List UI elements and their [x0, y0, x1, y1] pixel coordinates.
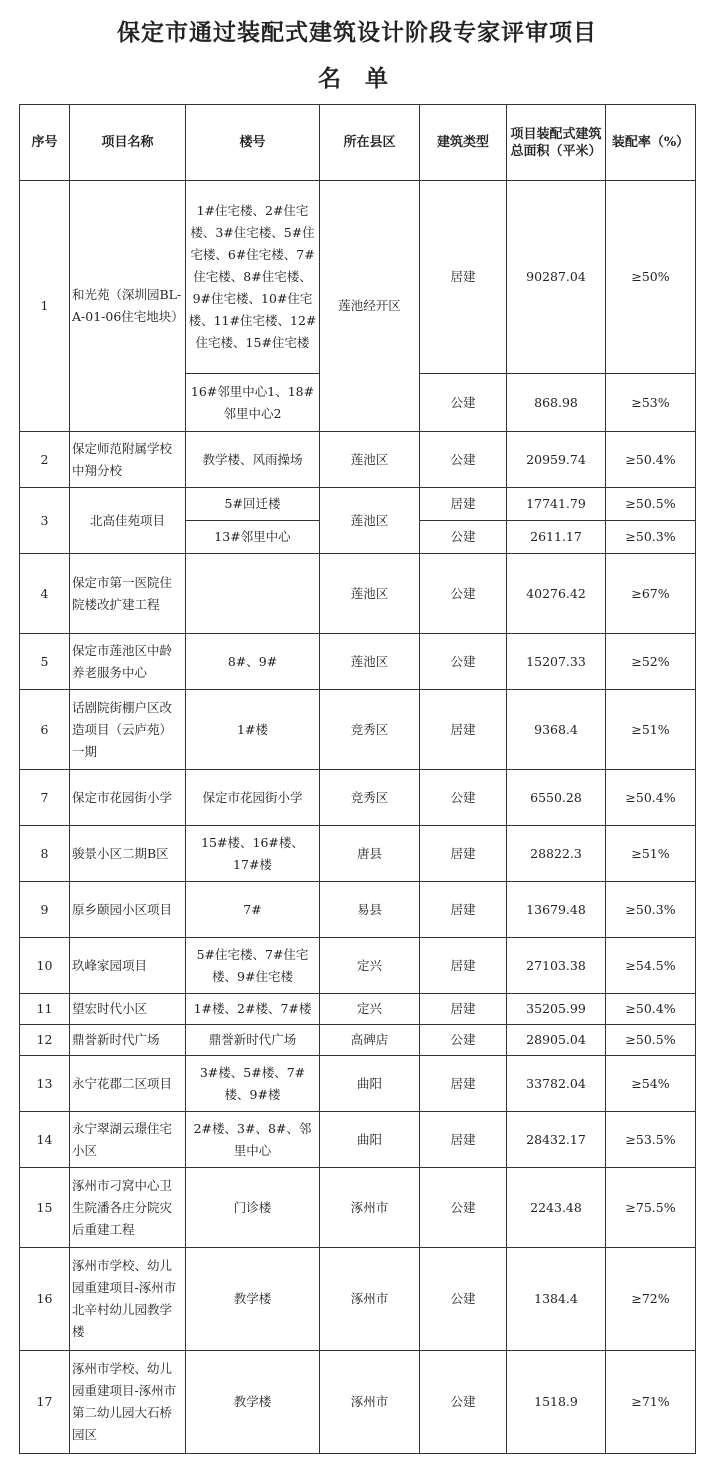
- building-type: 公建: [420, 634, 507, 690]
- district: 涿州市: [320, 1351, 420, 1454]
- header-cell: 楼号: [186, 105, 320, 181]
- project-name: 涿州市学校、幼儿园重建项目-涿州市北辛村幼儿园教学楼: [70, 1248, 186, 1351]
- header-cell: 项目装配式建筑总面积（平米）: [507, 105, 606, 181]
- project-name: 和光苑（深圳园BL-A-01-06住宅地块）: [70, 181, 186, 432]
- table-row: [20, 938, 696, 994]
- assembly-rate: ≥50.5%: [606, 488, 696, 521]
- building-type: 居建: [420, 1056, 507, 1112]
- project-name: 保定师范附属学校中翔分校: [70, 432, 186, 488]
- assembly-rate: ≥50.4%: [606, 994, 696, 1025]
- building-type: 公建: [420, 1168, 507, 1248]
- project-name: 望宏时代小区: [70, 994, 186, 1025]
- row-number: 11: [20, 994, 70, 1025]
- assembly-rate: ≥52%: [606, 634, 696, 690]
- building-number: 13#邻里中心: [186, 521, 320, 554]
- row-number: 6: [20, 690, 70, 770]
- building-type: 居建: [420, 181, 507, 374]
- assembly-rate: ≥53.5%: [606, 1112, 696, 1168]
- district: 涿州市: [320, 1168, 420, 1248]
- building-type: 居建: [420, 488, 507, 521]
- building-number: 门诊楼: [186, 1168, 320, 1248]
- header-cell: 项目名称: [70, 105, 186, 181]
- project-name: 永宁翠湖云璟住宅小区: [70, 1112, 186, 1168]
- assembly-rate: ≥50%: [606, 181, 696, 374]
- building-type: 居建: [420, 826, 507, 882]
- project-name: 玖峰家园项目: [70, 938, 186, 994]
- assembly-rate: ≥75.5%: [606, 1168, 696, 1248]
- assembly-rate: ≥54.5%: [606, 938, 696, 994]
- building-type: 居建: [420, 690, 507, 770]
- total-area: 28822.3: [507, 826, 606, 882]
- table-row: [20, 1056, 696, 1112]
- district: 易县: [320, 882, 420, 938]
- row-number: 17: [20, 1351, 70, 1454]
- header-cell: 所在县区: [320, 105, 420, 181]
- total-area: 1518.9: [507, 1351, 606, 1454]
- building-type: 公建: [420, 1351, 507, 1454]
- table-row: [20, 488, 696, 521]
- building-number: 1#楼: [186, 690, 320, 770]
- row-number: 9: [20, 882, 70, 938]
- building-type: 公建: [420, 554, 507, 634]
- row-number: 2: [20, 432, 70, 488]
- table-row: [20, 690, 696, 770]
- row-number: 15: [20, 1168, 70, 1248]
- district: 定兴: [320, 938, 420, 994]
- table-row: [20, 1168, 696, 1248]
- page-title: 保定市通过装配式建筑设计阶段专家评审项目: [117, 19, 597, 46]
- row-number: 12: [20, 1025, 70, 1056]
- total-area: 28905.04: [507, 1025, 606, 1056]
- assembly-rate: ≥50.4%: [606, 770, 696, 826]
- total-area: 868.98: [507, 374, 606, 432]
- header-cell: 装配率（%）: [606, 105, 696, 181]
- project-name: 原乡颐园小区项目: [70, 882, 186, 938]
- row-number: 16: [20, 1248, 70, 1351]
- building-type: 公建: [420, 432, 507, 488]
- project-name: 保定市莲池区中龄养老服务中心: [70, 634, 186, 690]
- building-type: 居建: [420, 882, 507, 938]
- district: 曲阳: [320, 1056, 420, 1112]
- assembly-rate: ≥54%: [606, 1056, 696, 1112]
- district: 莲池经开区: [320, 181, 420, 432]
- assembly-rate: ≥50.3%: [606, 521, 696, 554]
- row-number: 1: [20, 181, 70, 432]
- row-number: 13: [20, 1056, 70, 1112]
- district: 莲池区: [320, 554, 420, 634]
- assembly-rate: ≥51%: [606, 690, 696, 770]
- building-number: 8#、9#: [186, 634, 320, 690]
- district: 涿州市: [320, 1248, 420, 1351]
- total-area: 6550.28: [507, 770, 606, 826]
- row-number: 8: [20, 826, 70, 882]
- table-row: [20, 181, 696, 374]
- row-number: 7: [20, 770, 70, 826]
- building-number: 5#住宅楼、7#住宅楼、9#住宅楼: [186, 938, 320, 994]
- building-number: 7#: [186, 882, 320, 938]
- building-number: 教学楼、风雨操场: [186, 432, 320, 488]
- table-row: [20, 432, 696, 488]
- page-subtitle: 名 单: [317, 65, 396, 92]
- building-number: 15#楼、16#楼、17#楼: [186, 826, 320, 882]
- total-area: 15207.33: [507, 634, 606, 690]
- row-number: 14: [20, 1112, 70, 1168]
- building-number: [186, 554, 320, 634]
- building-number: 5#回迁楼: [186, 488, 320, 521]
- district: 高碑店: [320, 1025, 420, 1056]
- district: 竞秀区: [320, 770, 420, 826]
- building-number: 3#楼、5#楼、7#楼、9#楼: [186, 1056, 320, 1112]
- project-name: 保定市第一医院住院楼改扩建工程: [70, 554, 186, 634]
- total-area: 20959.74: [507, 432, 606, 488]
- total-area: 17741.79: [507, 488, 606, 521]
- building-type: 公建: [420, 1248, 507, 1351]
- table-row: [20, 994, 696, 1025]
- building-number: 1#住宅楼、2#住宅楼、3#住宅楼、5#住宅楼、6#住宅楼、7#住宅楼、8#住宅楼、9#住宅楼、10#住宅楼、11#住宅楼、12#住宅楼、15#住宅楼: [186, 181, 320, 374]
- table-row: [20, 554, 696, 634]
- table-row: [20, 1351, 696, 1454]
- building-number: 教学楼: [186, 1351, 320, 1454]
- district: 定兴: [320, 994, 420, 1025]
- district: 莲池区: [320, 634, 420, 690]
- district: 曲阳: [320, 1112, 420, 1168]
- building-number: 16#邻里中心1、18#邻里中心2: [186, 374, 320, 432]
- table-row: [20, 1248, 696, 1351]
- district: 莲池区: [320, 488, 420, 554]
- project-name: 北高佳苑项目: [70, 488, 186, 554]
- header-cell: 序号: [20, 105, 70, 181]
- building-number: 1#楼、2#楼、7#楼: [186, 994, 320, 1025]
- total-area: 2611.17: [507, 521, 606, 554]
- building-type: 公建: [420, 374, 507, 432]
- district: 竞秀区: [320, 690, 420, 770]
- building-type: 公建: [420, 1025, 507, 1056]
- building-number: 教学楼: [186, 1248, 320, 1351]
- building-type: 居建: [420, 994, 507, 1025]
- row-number: 5: [20, 634, 70, 690]
- building-type: 公建: [420, 521, 507, 554]
- assembly-rate: ≥53%: [606, 374, 696, 432]
- total-area: 33782.04: [507, 1056, 606, 1112]
- project-name: 涿州市学校、幼儿园重建项目-涿州市第二幼儿园大石桥园区: [70, 1351, 186, 1454]
- total-area: 90287.04: [507, 181, 606, 374]
- table-row: [20, 1112, 696, 1168]
- row-number: 10: [20, 938, 70, 994]
- district: 唐县: [320, 826, 420, 882]
- building-number: 保定市花园街小学: [186, 770, 320, 826]
- table-row: [20, 1025, 696, 1056]
- project-name: 鼎誉新时代广场: [70, 1025, 186, 1056]
- project-name: 永宁花郡二区项目: [70, 1056, 186, 1112]
- assembly-rate: ≥72%: [606, 1248, 696, 1351]
- total-area: 27103.38: [507, 938, 606, 994]
- table-row: [20, 770, 696, 826]
- project-name: 话剧院街棚户区改造项目（云庐苑）一期: [70, 690, 186, 770]
- header-row: [20, 105, 696, 181]
- project-table: [19, 104, 696, 1454]
- table-row: [20, 826, 696, 882]
- total-area: 40276.42: [507, 554, 606, 634]
- building-type: 居建: [420, 938, 507, 994]
- row-number: 4: [20, 554, 70, 634]
- building-type: 居建: [420, 1112, 507, 1168]
- assembly-rate: ≥50.3%: [606, 882, 696, 938]
- total-area: 1384.4: [507, 1248, 606, 1351]
- total-area: 2243.48: [507, 1168, 606, 1248]
- total-area: 28432.17: [507, 1112, 606, 1168]
- assembly-rate: ≥51%: [606, 826, 696, 882]
- district: 莲池区: [320, 432, 420, 488]
- assembly-rate: ≥71%: [606, 1351, 696, 1454]
- assembly-rate: ≥67%: [606, 554, 696, 634]
- table-row: [20, 634, 696, 690]
- building-type: 公建: [420, 770, 507, 826]
- header-cell: 建筑类型: [420, 105, 507, 181]
- project-name: 保定市花园街小学: [70, 770, 186, 826]
- total-area: 9368.4: [507, 690, 606, 770]
- project-name: 涿州市刁窝中心卫生院潘各庄分院灾后重建工程: [70, 1168, 186, 1248]
- building-number: 2#楼、3#、8#、邻里中心: [186, 1112, 320, 1168]
- assembly-rate: ≥50.4%: [606, 432, 696, 488]
- total-area: 13679.48: [507, 882, 606, 938]
- table-row: [20, 882, 696, 938]
- row-number: 3: [20, 488, 70, 554]
- project-name: 骏景小区二期B区: [70, 826, 186, 882]
- building-number: 鼎誉新时代广场: [186, 1025, 320, 1056]
- assembly-rate: ≥50.5%: [606, 1025, 696, 1056]
- total-area: 35205.99: [507, 994, 606, 1025]
